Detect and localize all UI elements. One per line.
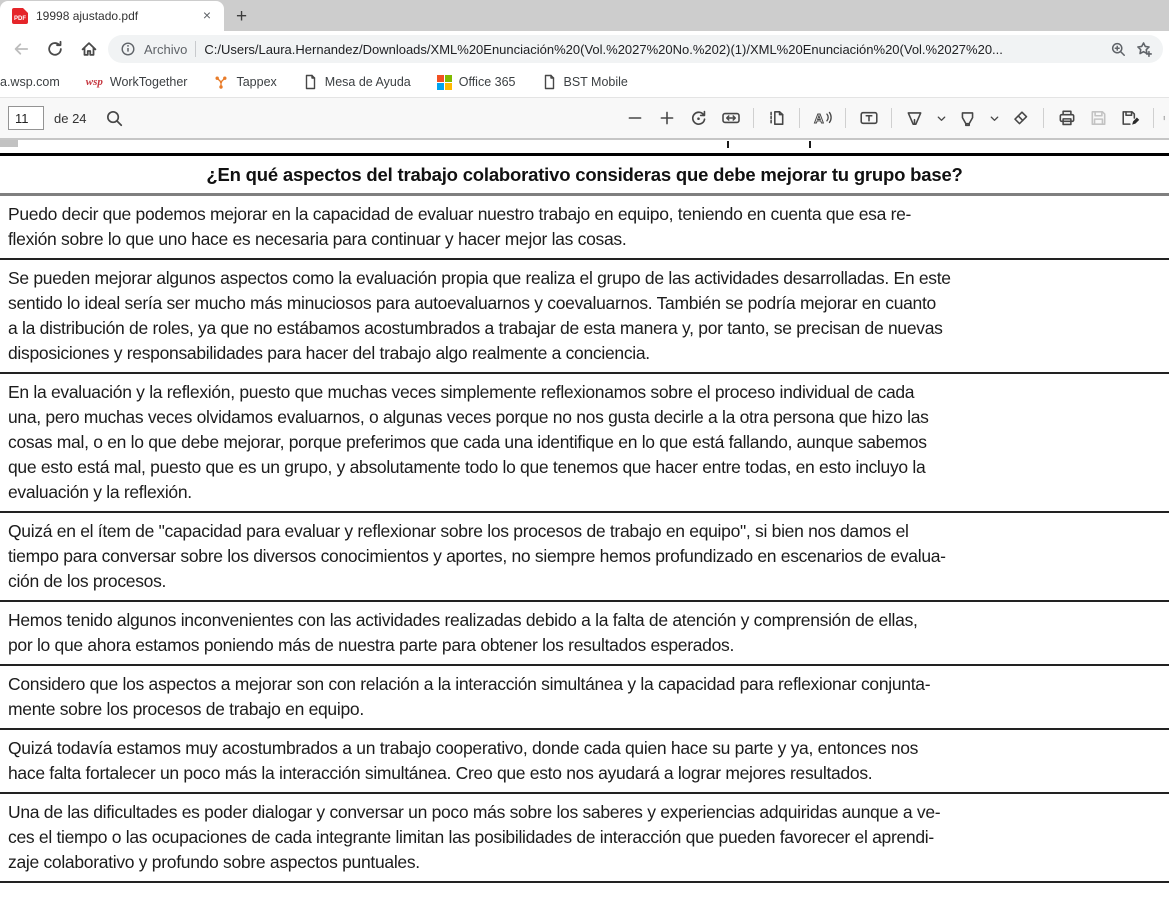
table-row-line: Quizá en el ítem de "capacidad para evaluar y reflexionar sobre los procesos de trabajo en equipo", si bien nos damos el: [8, 521, 909, 541]
bookmark-label: a.wsp.com: [0, 75, 60, 89]
svg-text:A: A: [813, 111, 824, 126]
search-document-icon[interactable]: [105, 109, 124, 128]
table-rows: [0, 196, 1169, 883]
table-row: [0, 666, 1169, 730]
office-square-red: [437, 75, 444, 82]
pdf-toolbar: [0, 98, 1169, 140]
bookmark-label: Office 365: [458, 75, 516, 89]
table-row: [0, 260, 1169, 374]
table-row: [0, 602, 1169, 666]
table-row-line: Una de las dificultades es poder dialogar y conversar un poco más sobre los saberes y experiencias adquiridas aunque a ve-: [8, 802, 941, 822]
table-row-line: hace falta fortalecer un poco más la interacción simultánea. Creo que esto nos ayudará a lograr mejores resultados.: [8, 763, 873, 783]
page-count-label: de 24: [54, 110, 87, 126]
table-row-line: que esto está mal, puesto que es un grupo, y absolutamente todo lo que tenemos que hacer entre todas, en esto incluyo la: [8, 457, 926, 477]
table-row: [0, 730, 1169, 794]
print-icon[interactable]: [1053, 104, 1080, 132]
pdf-toolbar-actions: [621, 98, 1169, 138]
table-row-line: Puedo decir que podemos mejorar en la capacidad de evaluar nuestro trabajo en equipo, teniendo en cuenta que esa re-: [8, 204, 912, 224]
office-square-yellow: [445, 83, 452, 90]
bookmark-bst-mobile[interactable]: [542, 74, 628, 90]
file-scheme-label: Archivo: [144, 41, 188, 57]
pdf-file-icon: PDF: [12, 8, 28, 24]
address-bar: [0, 31, 1169, 67]
bookmarks-bar: [0, 67, 1169, 98]
tappex-node-icon: [213, 74, 229, 90]
tab-strip: [0, 0, 1169, 31]
browser-tab[interactable]: [0, 1, 224, 31]
save-as-icon[interactable]: [1117, 104, 1144, 132]
add-favorite-star-icon[interactable]: [1135, 40, 1153, 58]
highlight-icon[interactable]: [954, 104, 981, 132]
bookmark-label: WorkTogether: [109, 75, 188, 89]
table-row-line: evaluación y la reflexión.: [8, 482, 192, 502]
table-row: [0, 374, 1169, 513]
page-view-icon[interactable]: [763, 104, 790, 132]
add-text-icon[interactable]: [855, 104, 882, 132]
table-row: [0, 794, 1169, 883]
page-icon: [542, 74, 557, 90]
zoom-page-icon[interactable]: [1110, 41, 1127, 58]
table-row-line: por lo que ahora estamos poniendo más de nuestra parte para obtener los resultados esperados.: [8, 635, 735, 655]
erase-icon[interactable]: [1007, 104, 1034, 132]
url-text: C:/Users/Laura.Hernandez/Downloads/XML%20Enunciación%20(Vol.%2027%20No.%202)(1)/XML%20Enunciación%20(Vol.%2027%20...: [204, 41, 1003, 57]
bookmark-office365[interactable]: [437, 75, 516, 90]
table-row-line: tiempo para conversar sobre los diversos conocimientos y aportes, no siempre hemos profundizado en escenarios de evalua-: [8, 546, 946, 566]
rotate-icon[interactable]: [685, 104, 712, 132]
tab-close-icon[interactable]: ×: [202, 7, 212, 23]
office-square-blue: [437, 83, 444, 90]
toolbar-divider: [891, 108, 892, 128]
pdf-page: [0, 140, 1169, 900]
highlight-options-chevron-icon[interactable]: [986, 104, 1002, 132]
table-row: [0, 196, 1169, 260]
table-row-line: cosas mal, o en lo que debe mejorar, porque preferimos que cada una identifique en lo que está fallando, aunque sabemos: [8, 432, 927, 452]
toolbar-divider: [845, 108, 846, 128]
bookmark-label: Tappex: [236, 75, 277, 89]
toolbar-divider: [1043, 108, 1044, 128]
refresh-icon[interactable]: [40, 34, 70, 64]
table-row-line: Se pueden mejorar algunos aspectos como la evaluación propia que realiza el grupo de las actividades desarrolladas. En este: [8, 268, 951, 288]
table-header-question: ¿En qué aspectos del trabajo colaborativo consideras que debe mejorar tu grupo base?: [0, 156, 1169, 196]
table-row-line: disposiciones y responsabilidades para hacer del trabajo algo realmente a conciencia.: [8, 343, 650, 363]
draw-options-chevron-icon[interactable]: [933, 104, 949, 132]
toolbar-divider: [753, 108, 754, 128]
bookmark-tappex[interactable]: [213, 74, 276, 90]
table-row-line: a la distribución de roles, ya que no estábamos acostumbrados a trabajar de esta manera y, por tanto, se precisan de nuevas: [8, 318, 943, 338]
page-icon: [303, 74, 318, 90]
read-aloud-icon[interactable]: [809, 104, 836, 132]
table-row-line: una, pero muchas veces olvidamos evaluarnos, o algunas veces porque no nos gusta decirle a la otra persona que hizo las: [8, 407, 929, 427]
bookmark-awsp[interactable]: [0, 75, 60, 89]
table-row-line: mente sobre los procesos de trabajo en equipo.: [8, 699, 364, 719]
table-row-line: flexión sobre lo que uno hace es necesaria para continuar y hacer mejor las cosas.: [8, 229, 627, 249]
bookmark-mesa-de-ayuda[interactable]: [303, 74, 411, 90]
table-row: [0, 513, 1169, 602]
new-tab-button[interactable]: +: [236, 6, 248, 27]
table-row-line: Hemos tenido algunos inconvenientes con las actividades realizadas debido a la falta de atención y comprensión de ellas,: [8, 610, 918, 630]
address-input[interactable]: [108, 35, 1163, 63]
table-row-line: ción de los procesos.: [8, 571, 167, 591]
table-row-line: Quizá todavía estamos muy acostumbrados a un trabajo cooperativo, donde cada quien hace su parte y ya, entonces nos: [8, 738, 919, 758]
table-row-line: ces el tiempo o las ocupaciones de cada integrante limitan las posibilidades de interacción que pueden favorecer el aprendi-: [8, 827, 934, 847]
bookmark-label: Mesa de Ayuda: [324, 75, 411, 89]
zoom-in-icon[interactable]: [653, 104, 680, 132]
office-365-logo: [437, 75, 452, 90]
zoom-out-icon[interactable]: [621, 104, 648, 132]
bookmark-worktogether[interactable]: [86, 75, 188, 89]
tab-title: 19998 ajustado.pdf: [36, 9, 139, 23]
info-icon[interactable]: [120, 41, 136, 57]
save-icon: [1085, 104, 1112, 132]
toolbar-divider: [1153, 108, 1154, 128]
previous-row-clipped: [0, 140, 1169, 156]
table-row-line: zaje colaborativo y profundo sobre aspectos puntuales.: [8, 852, 420, 872]
wsp-logo-icon: wsp: [85, 76, 103, 88]
table-row-line: Considero que los aspectos a mejorar son con relación a la interacción simultánea y la capacidad para reflexionar conjunta-: [8, 674, 931, 694]
page-number-input[interactable]: [8, 106, 44, 130]
omnibox-divider: [195, 41, 196, 57]
office-square-green: [445, 75, 452, 82]
fit-to-width-icon[interactable]: [717, 104, 744, 132]
home-icon[interactable]: [74, 34, 104, 64]
table-row-line: En la evaluación y la reflexión, puesto que muchas veces simplemente reflexionamos sobre el proceso individual de cada: [8, 382, 915, 402]
back-icon: [6, 34, 36, 64]
table-row-line: sentido lo ideal sería ser mucho más minuciosos para autoevaluarnos y coevaluarnos. También se podría mejorar en cuanto: [8, 293, 936, 313]
draw-pen-icon[interactable]: [901, 104, 928, 132]
bookmark-label: BST Mobile: [563, 75, 628, 89]
toolbar-divider: [799, 108, 800, 128]
more-tools-icon[interactable]: [1163, 104, 1169, 132]
